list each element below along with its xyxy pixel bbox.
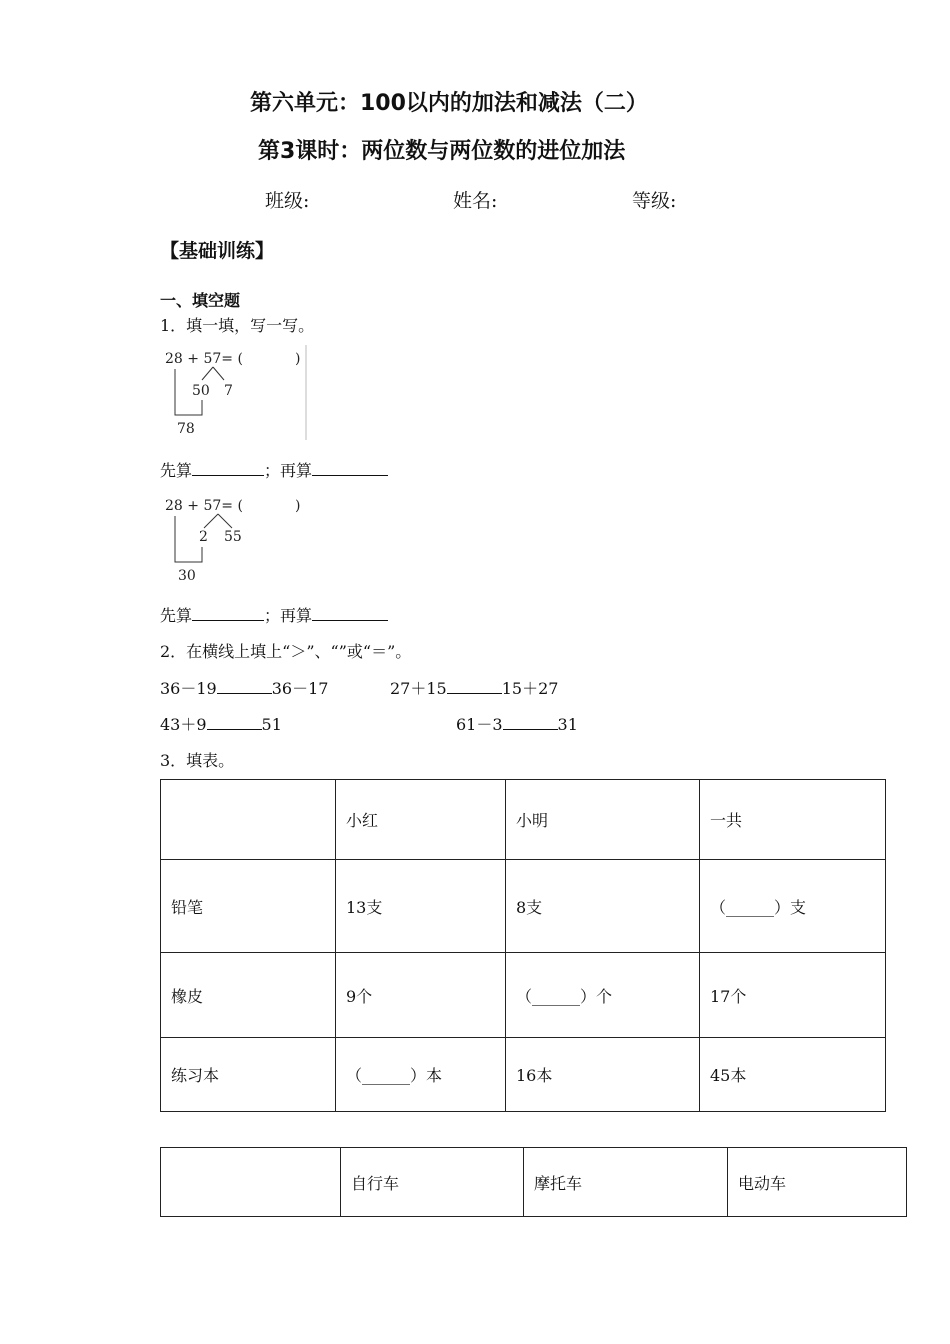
q1-answer-line-a <box>160 458 388 481</box>
table-cell <box>161 780 336 860</box>
table-answer-cell[interactable]: （______）个 <box>506 953 700 1038</box>
diagram-b-right-part: 55 <box>224 529 242 545</box>
diagram-b-result: 30 <box>178 568 196 584</box>
table-header-cell: 摩托车 <box>524 1148 728 1217</box>
table-cell: 17个 <box>700 953 886 1038</box>
table-answer-cell[interactable]: （______）支 <box>700 860 886 953</box>
table-cell <box>161 1148 341 1217</box>
lesson-title: 第3课时：两位数与两位数的进位加法 <box>258 139 626 164</box>
compare-item-4 <box>456 712 578 735</box>
compare-3-right: 51 <box>261 715 282 734</box>
first-calc-blank-b[interactable] <box>192 606 264 621</box>
compare-4-left: 61－3 <box>456 715 503 734</box>
section-heading: 【基础训练】 <box>160 240 275 262</box>
table-cell: 9个 <box>336 953 506 1038</box>
first-calc-label-a: 先算 <box>160 461 193 480</box>
table-row <box>161 1038 886 1112</box>
then-calc-label-b: 再算 <box>280 606 313 625</box>
table-cell: 45本 <box>700 1038 886 1112</box>
separator-a: ； <box>264 461 281 480</box>
table-header-cell: 自行车 <box>341 1148 524 1217</box>
stationery-table <box>160 779 886 1112</box>
compare-1-right: 36－17 <box>271 679 329 698</box>
grade-label: 等级: <box>632 190 677 212</box>
q2-prompt: 2．在横线上填上“＞”、“”或“＝”。 <box>160 642 412 661</box>
compare-item-1 <box>160 676 328 699</box>
table-cell: 13支 <box>336 860 506 953</box>
vehicle-table <box>160 1147 907 1217</box>
compare-3-blank[interactable] <box>207 715 262 730</box>
table-row-label: 铅笔 <box>161 860 336 953</box>
compare-2-blank[interactable] <box>447 679 502 694</box>
compare-2-left: 27＋15 <box>390 679 447 698</box>
split-diagram-a <box>160 345 310 440</box>
table-header-cell: 电动车 <box>728 1148 907 1217</box>
unit-title: 第六单元：100以内的加法和减法（二） <box>250 91 648 116</box>
first-calc-label-b: 先算 <box>160 606 193 625</box>
compare-1-blank[interactable] <box>217 679 272 694</box>
compare-4-blank[interactable] <box>503 715 558 730</box>
table-row <box>161 953 886 1038</box>
table-cell: 16本 <box>506 1038 700 1112</box>
q1-answer-line-b <box>160 603 388 626</box>
then-calc-label-a: 再算 <box>280 461 313 480</box>
compare-2-right: 15＋27 <box>501 679 559 698</box>
diagram-b-expression: 28 + 57= ( <box>165 498 243 514</box>
table-row-label: 练习本 <box>161 1038 336 1112</box>
separator-b: ； <box>264 606 281 625</box>
class-label: 班级: <box>265 190 310 212</box>
table-header-cell: 小明 <box>506 780 700 860</box>
compare-4-right: 31 <box>557 715 578 734</box>
diagram-a-left-part: 50 <box>192 383 210 399</box>
name-label: 姓名: <box>453 190 498 212</box>
q3-prompt: 3．填表。 <box>160 751 235 770</box>
diagram-a-result: 78 <box>177 421 195 437</box>
first-calc-blank-a[interactable] <box>192 461 264 476</box>
table-answer-cell[interactable]: （______）本 <box>336 1038 506 1112</box>
q1-prompt: 1．填一填，写一写。 <box>160 316 315 335</box>
table-row <box>161 860 886 953</box>
diagram-a-right-part: 7 <box>224 383 233 399</box>
table-header-row <box>161 780 886 860</box>
table-header-cell: 小红 <box>336 780 506 860</box>
part-heading: 一、填空题 <box>160 291 241 310</box>
then-calc-blank-a[interactable] <box>312 461 388 476</box>
diagram-a-close-paren: ) <box>295 351 301 367</box>
then-calc-blank-b[interactable] <box>312 606 388 621</box>
compare-item-3 <box>160 712 282 735</box>
compare-1-left: 36－19 <box>160 679 217 698</box>
table-header-cell: 一共 <box>700 780 886 860</box>
table-row-label: 橡皮 <box>161 953 336 1038</box>
diagram-b-close-paren: ) <box>295 498 301 514</box>
table-cell: 8支 <box>506 860 700 953</box>
diagram-b-left-part: 2 <box>199 529 208 545</box>
compare-item-2 <box>390 676 558 699</box>
diagram-a-expression: 28 + 57= ( <box>165 351 243 367</box>
table-header-row <box>161 1148 907 1217</box>
split-diagram-b <box>160 492 310 587</box>
compare-3-left: 43＋9 <box>160 715 207 734</box>
